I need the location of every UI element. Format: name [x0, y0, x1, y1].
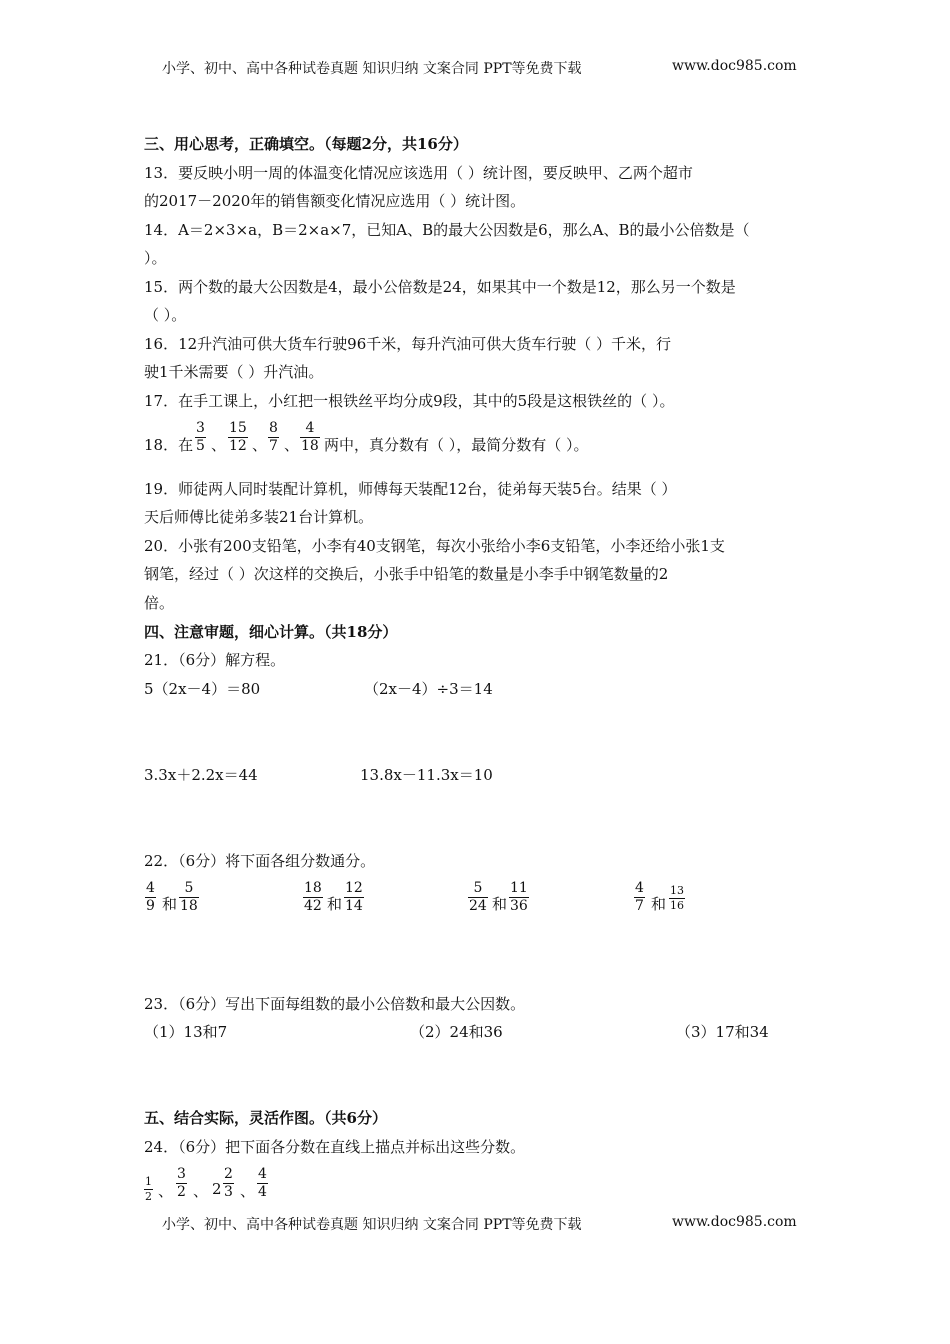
- q16-line1: 16．12升汽油可供大货车行驶96千米，每升汽油可供大货车行驶（ ）千米，行: [144, 335, 672, 353]
- section5-title: 五、结合实际，灵活作图。（共6分）: [144, 1109, 387, 1127]
- q23-item-1: （1）13和7: [144, 1023, 228, 1041]
- denominator: 4: [258, 1184, 267, 1200]
- numerator: 4: [305, 420, 315, 436]
- q21-label: 21．（6分）解方程。: [144, 651, 286, 669]
- q24-sep-3: 、: [240, 1182, 256, 1200]
- q18-fraction-3: [268, 420, 279, 455]
- q13-line2: 的2017－2020年的销售额变化情况应选用（ ）统计图。: [144, 192, 526, 210]
- numerator: 8: [269, 420, 278, 436]
- numerator: 4: [146, 880, 155, 896]
- q19-line2: 天后师傅比徒弟多装21台计算机。: [144, 508, 374, 526]
- q24-fraction-2: [176, 1166, 187, 1201]
- denominator: 14: [345, 898, 363, 914]
- denominator: 3: [224, 1184, 233, 1200]
- q22-group4-and: 和: [651, 895, 667, 913]
- q22-group2-fraction-a: [303, 880, 323, 915]
- header-text: 小学、初中、高中各种试卷真题 知识归纳 文案合同 PPT等免费下载: [162, 61, 582, 77]
- q16-line2: 驶1千米需要（ ）升汽油。: [144, 363, 324, 381]
- q24-fraction-4: [257, 1166, 268, 1201]
- q24-fraction-3: [223, 1166, 234, 1201]
- q18-sep-1: 、: [211, 436, 227, 454]
- denominator: 18: [180, 898, 198, 914]
- q22-group1-and: 和: [162, 895, 178, 913]
- numerator: 3: [196, 420, 205, 436]
- numerator: 5: [473, 880, 483, 896]
- denominator: 36: [510, 898, 528, 914]
- q17-line: 17．在手工课上，小红把一根铁丝平均分成9段，其中的5段是这根铁丝的（ ）。: [144, 392, 675, 410]
- q15-line2: （ ）。: [144, 306, 187, 324]
- denominator: 12: [229, 438, 247, 454]
- q14-line2: ）。: [144, 249, 167, 267]
- q23-item-2: （2）24和36: [410, 1023, 503, 1041]
- q21-equation-4: 13.8x－11.3x＝10: [360, 766, 493, 784]
- q20-line2: 钢笔，经过（ ）次这样的交换后，小张手中铅笔的数量是小李手中钢笔数量的2: [144, 565, 669, 583]
- denominator: 5: [196, 438, 205, 454]
- q24-mixed-whole: 2: [212, 1180, 222, 1198]
- q18-suffix: 两中，真分数有（ ），最简分数有（ ）。: [324, 436, 589, 454]
- header-url: www.doc985.com: [672, 58, 797, 74]
- denominator: 16: [670, 899, 684, 912]
- q13-line1: 13．要反映小明一周的体温变化情况应该选用（ ）统计图，要反映甲、乙两个超市: [144, 164, 693, 182]
- q18-sep-2: 、: [252, 436, 268, 454]
- numerator: 2: [224, 1166, 233, 1182]
- denominator: 42: [304, 898, 322, 914]
- denominator: 18: [301, 438, 319, 454]
- q23-item-3: （3）17和34: [676, 1023, 769, 1041]
- q24-label: 24．（6分）把下面各分数在直线上描点并标出这些分数。: [144, 1138, 526, 1156]
- q22-group1-fraction-a: [145, 880, 156, 915]
- q15-line1: 15．两个数的最大公因数是4，最小公倍数是24，如果其中一个数是12，那么另一个数是: [144, 278, 736, 296]
- numerator: 11: [510, 880, 528, 896]
- q21-equation-3: 3.3x＋2.2x＝44: [144, 766, 258, 784]
- q22-group2-and: 和: [327, 895, 343, 913]
- q21-equation-1: 5（2x－4）＝80: [144, 680, 261, 698]
- q22-group1-fraction-b: [179, 880, 199, 915]
- denominator: 2: [177, 1184, 186, 1200]
- numerator: 13: [670, 884, 684, 897]
- denominator: 7: [635, 898, 644, 914]
- q20-line3: 倍。: [144, 594, 175, 612]
- q18-fraction-4: [300, 420, 320, 455]
- denominator: 2: [145, 1190, 152, 1203]
- q22-group3-fraction-b: [509, 880, 529, 915]
- footer-url: www.doc985.com: [672, 1214, 797, 1230]
- q22-group3-and: 和: [492, 895, 508, 913]
- q22-group4-fraction-a: [634, 880, 645, 915]
- q18-prefix: 18．在: [144, 436, 194, 454]
- q21-equation-2: （2x－4）÷3＝14: [364, 680, 493, 698]
- numerator: 4: [258, 1166, 267, 1182]
- section4-title: 四、注意审题，细心计算。（共18分）: [144, 623, 398, 641]
- q22-group3-fraction-a: [468, 880, 488, 915]
- numerator: 4: [635, 880, 644, 896]
- numerator: 15: [229, 420, 247, 436]
- section3-title: 三、用心思考，正确填空。（每题2分，共16分）: [144, 135, 468, 153]
- denominator: 7: [269, 438, 278, 454]
- footer-text: 小学、初中、高中各种试卷真题 知识归纳 文案合同 PPT等免费下载: [162, 1217, 582, 1233]
- q24-fraction-1: [144, 1175, 153, 1204]
- q18-fraction-1: [195, 420, 206, 455]
- numerator: 18: [304, 880, 322, 896]
- q20-line1: 20．小张有200支铅笔，小李有40支钢笔，每次小张给小李6支铅笔，小李还给小张1支: [144, 537, 725, 555]
- denominator: 24: [469, 898, 487, 914]
- q23-label: 23．（6分）写出下面每组数的最小公倍数和最大公因数。: [144, 995, 526, 1013]
- q22-group4-fraction-b: [669, 884, 685, 913]
- q18-fraction-2: [228, 420, 248, 455]
- q24-sep-2: 、: [193, 1182, 209, 1200]
- q22-label: 22．（6分）将下面各组分数通分。: [144, 852, 376, 870]
- numerator: 5: [184, 880, 194, 896]
- q22-group2-fraction-b: [344, 880, 364, 915]
- q14-line1: 14．A＝2×3×a，B＝2×a×7，已知A、B的最大公因数是6，那么A、B的最小公倍数是（: [144, 221, 750, 239]
- numerator: 3: [177, 1166, 186, 1182]
- denominator: 9: [146, 898, 155, 914]
- numerator: 1: [145, 1175, 152, 1188]
- q19-line1: 19．师徒两人同时装配计算机，师傅每天装配12台，徒弟每天装5台。结果（ ）: [144, 480, 677, 498]
- q24-sep-1: 、: [158, 1182, 174, 1200]
- q18-sep-3: 、: [284, 436, 300, 454]
- numerator: 12: [345, 880, 363, 896]
